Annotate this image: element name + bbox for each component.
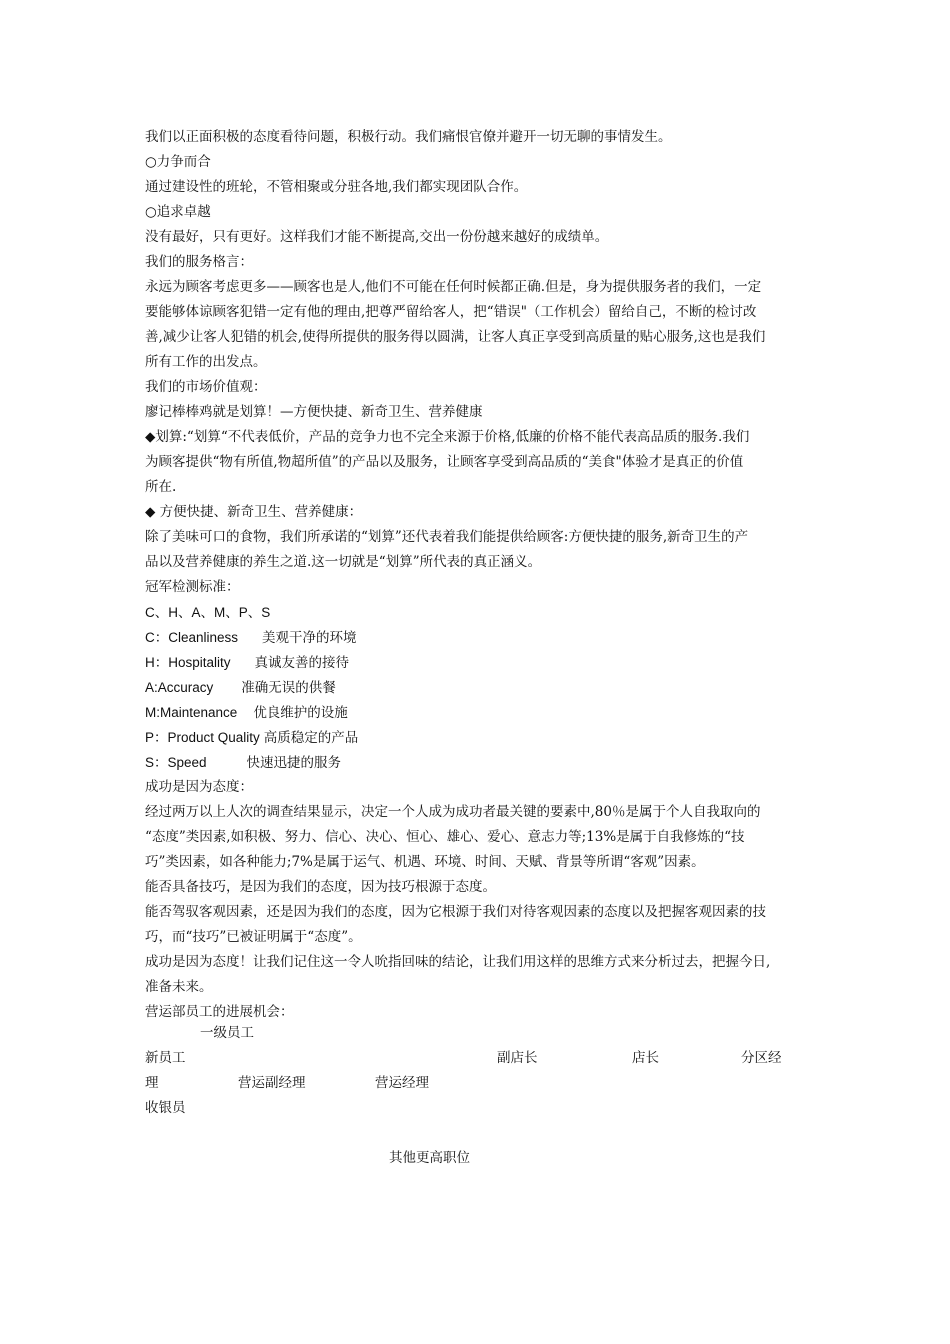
- paragraph-line: 准备未来。: [145, 979, 213, 995]
- paragraph-line: 能否驾驭客观因素，还是因为我们的态度，因为它根源于我们对待客观因素的态度以及把握客观因素的技: [145, 904, 766, 920]
- career-cashier: 收银员: [145, 1100, 186, 1116]
- section-heading: ◆ 方便快捷、新奇卫生、营养健康：: [145, 504, 363, 520]
- champs-key: P：Product Quality: [145, 730, 260, 745]
- section-heading: ○力争而合: [145, 154, 211, 170]
- paragraph-line: 能否具备技巧，是因为我们的态度，因为技巧根源于态度。: [145, 879, 496, 895]
- champs-key: A:Accuracy: [145, 680, 214, 695]
- paragraph-line: 所有工作的出发点。: [145, 354, 267, 370]
- career-level1-staff: 一级员工: [200, 1025, 254, 1041]
- paragraph-line: 品以及营养健康的养生之道.这一切就是“划算”所代表的真正涵义。: [145, 554, 542, 570]
- champs-desc: 美观干净的环境: [262, 630, 357, 646]
- champs-item: [145, 700, 815, 725]
- paragraph-line: 巧，而“技巧”已被证明属于“态度”。: [145, 929, 362, 945]
- champs-desc: 快速迅捷的服务: [246, 755, 342, 771]
- champs-item: [145, 750, 815, 775]
- champs-key: M:Maintenance: [145, 705, 238, 720]
- document-body: [145, 125, 815, 1025]
- section-heading: 营运部员工的进展机会：: [145, 1004, 294, 1020]
- champs-item: [145, 725, 815, 750]
- paragraph-line: 善,减少让客人犯错的机会,使得所提供的服务得以圆满，让客人真正享受到高质量的贴心服务,这也是我们: [145, 329, 766, 345]
- paragraph-line: 通过建设性的班轮，不管相聚或分驻各地,我们都实现团队合作。: [145, 179, 528, 195]
- paragraph-line: ◆划算:“划算“不代表低价，产品的竞争力也不完全来源于价格,低廉的价格不能代表高品质的服务.我们: [145, 429, 750, 445]
- paragraph-line: 成功是因为态度！让我们记住这一令人吮指回味的结论，让我们用这样的思维方式来分析过去，把握今日,: [145, 954, 771, 970]
- paragraph-line: 廖记棒棒鸡就是划算！—方便快捷、新奇卫生、营养健康: [145, 404, 483, 420]
- career-district-manager-part2: 理: [145, 1075, 159, 1091]
- champs-item: [145, 625, 815, 650]
- champs-desc: 准确无误的供餐: [241, 680, 336, 696]
- career-district-manager-part1: 分区经: [741, 1050, 782, 1066]
- paragraph-line: “态度”类因素,如积极、努力、信心、决心、恒心、雄心、爱心、意志力等;13%是属于自我修炼的“技: [145, 829, 745, 845]
- paragraph-line: 要能够体谅顾客犯错一定有他的理由,把尊严留给客人，把“错误"（工作机会）留给自己，不断的检讨改: [145, 304, 757, 320]
- section-heading: 我们的服务格言：: [145, 254, 253, 270]
- champs-key: S：Speed: [145, 755, 207, 770]
- champs-item: [145, 650, 815, 675]
- champs-item: [145, 675, 815, 700]
- section-heading: 我们的市场价值观：: [145, 379, 267, 395]
- career-new-staff: 新员工: [145, 1050, 186, 1066]
- champs-desc: 高质稳定的产品: [263, 730, 359, 746]
- champs-desc: 真诚友善的接待: [254, 655, 350, 671]
- paragraph-line: 没有最好，只有更好。这样我们才能不断提高,交出一份份越来越好的成绩单。: [145, 229, 609, 245]
- career-ops-deputy-manager: 营运副经理: [238, 1075, 306, 1091]
- section-heading: 冠军检测标准：: [145, 579, 240, 595]
- paragraph-line: 所在.: [145, 479, 177, 495]
- career-ops-manager: 营运经理: [375, 1075, 429, 1091]
- paragraph-line: 除了美味可口的食物，我们所承诺的“划算”还代表着我们能提供给顾客:方便快捷的服务,新奇卫生的产: [145, 529, 749, 545]
- paragraph-line: 巧”类因素，如各种能力;7%是属于运气、机遇、环境、时间、天赋、背景等所谓“客观”因素。: [145, 854, 705, 870]
- career-higher-positions: 其他更高职位: [389, 1150, 470, 1166]
- champs-key: C：Cleanliness: [145, 630, 239, 645]
- champs-key: H：Hospitality: [145, 655, 231, 670]
- career-manager: 店长: [632, 1050, 659, 1066]
- champs-desc: 优良维护的设施: [253, 705, 348, 721]
- section-heading: ○追求卓越: [145, 204, 211, 220]
- paragraph-line: 我们以正面积极的态度看待问题，积极行动。我们痛恨官僚并避开一切无聊的事情发生。: [145, 129, 672, 145]
- paragraph-line: 经过两万以上人次的调查结果显示，决定一个人成为成功者最关键的要素中,80％是属于个人自我取向的: [145, 804, 761, 820]
- career-deputy-manager: 副店长: [497, 1050, 538, 1066]
- section-heading: 成功是因为态度：: [145, 779, 253, 795]
- paragraph-line: 为顾客提供“物有所值,物超所值”的产品以及服务，让顾客享受到高品质的“美食"体验才是真正的价值: [145, 454, 744, 470]
- champs-heading: C、H、A、M、P、S: [145, 605, 271, 620]
- paragraph-line: 永远为顾客考虑更多——顾客也是人,他们不可能在任何时候都正确.但是，身为提供服务者的我们，一定: [145, 279, 762, 295]
